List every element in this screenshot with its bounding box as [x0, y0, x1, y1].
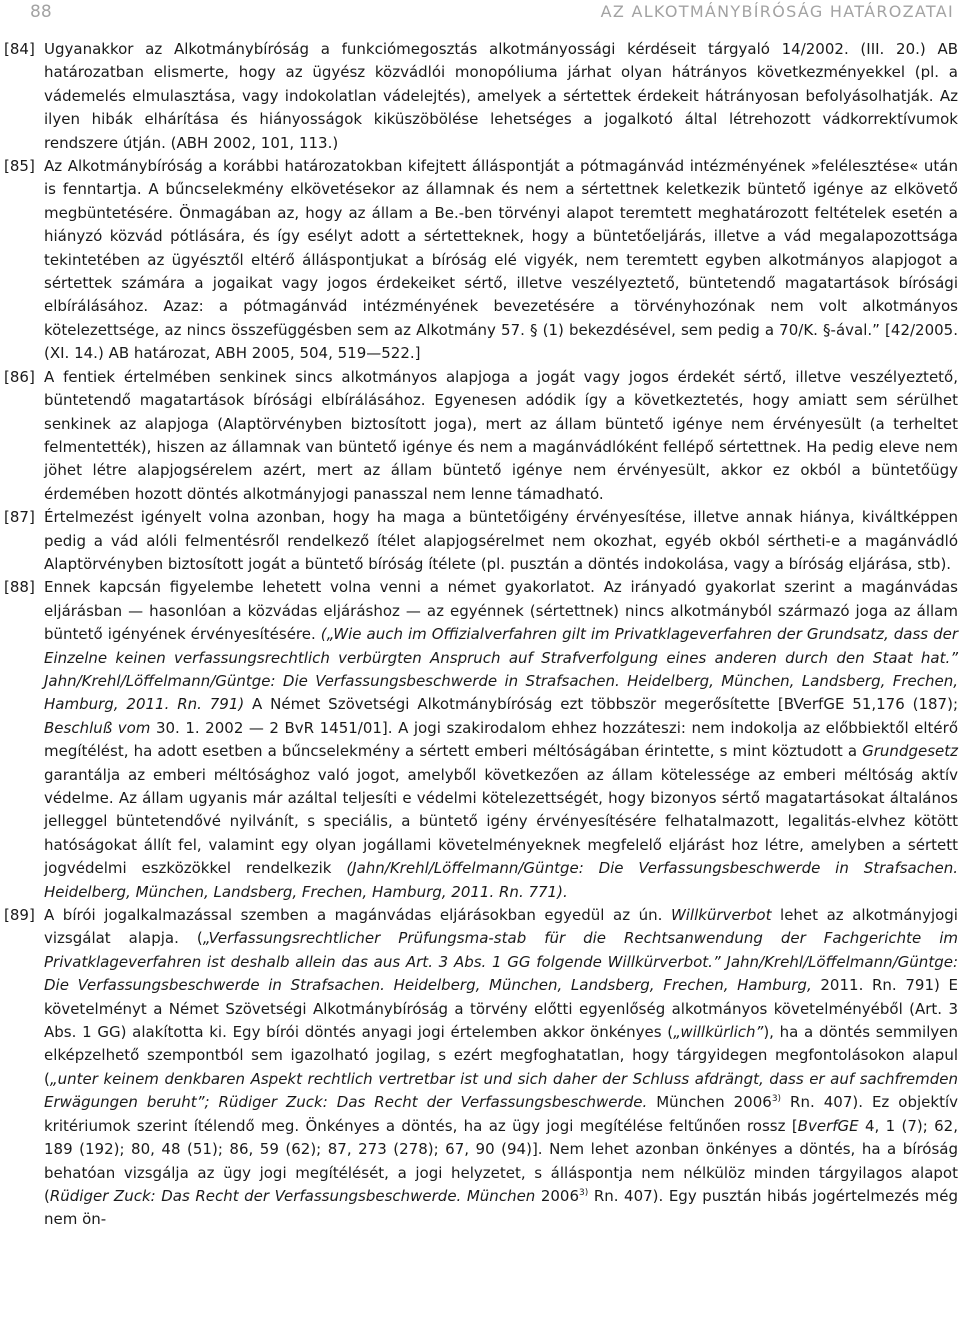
text-run: Az Alkotmánybíróság a korábbi határozatokban kifejtett álláspontját a pótmagánvád intézményének »felélesztése« után is fenntartja. A bűncselekmény elkövetésekor az államnak és nem a sértettnek keletkezik büntető igénye az elkövető megbüntetésére. Önmagában az, hogy az állam a Be.-ben törvényi alapot teremtett meghatározott feltételek esetén a hiányzó közvád pótlására, és így esélyt adott a sértetteknek, hogy a büntetőeljárás, illetve a vád megalapozottsága tekintetében az ügyésztől eltérő álláspontjukat a bíróság elé vigyék, nem teremtett egyben alkotmányos alapjogot a sértettek számára a jogaikat vagy jogos érdekeiket sértő, illetve veszélyeztető, büntetendő magatartások bírósági elbírálásához. Azaz: a pótmagánvád intézményének bevezetésére a törvényhozónak nem volt alkotmányos kötelezettsége, az nincs összefüggésben sem az Alkotmány 57. § (1) bekezdésével, sem pedig a 70/K. §-ával.” [42/2005. (XI. 14.) AB határozat, ABH 2005, 504, 519—522.] [44, 157, 958, 363]
text-run: Rn. 407). Egy pusztán hibás jogértelmezés még nem ön- [44, 1186, 958, 1229]
italic-text-run: Rüdiger Zuck: Das Recht der Verfassungsbeschwerde. [49, 1186, 462, 1205]
text-run: A Német Szövetségi Alkotmánybíróság ezt többször megerősítette [BVerfGE 51,176 (187); [244, 695, 958, 714]
paragraph [0, 155, 958, 366]
paragraph-number: [88] [4, 578, 35, 597]
text-run: Ennek kapcsán figyelembe lehetett volna venni a német gyakorlatot. Az irányadó gyakorlat szerint a magánvádas eljárásban — hasonlóan a közvádas eljáráshoz — az egyénnek (sértettnek) nincs alkotmányból származó joga az állam büntető igényének érvényesítésére. [44, 578, 958, 644]
paragraph-text [44, 157, 958, 362]
text-run: lehet az alkotmányjogi vizsgálat alapja. ( [44, 906, 958, 948]
paragraph-text [44, 368, 958, 503]
text-run: 2006 [535, 1186, 580, 1205]
italic-text-run: Beschluß vom [44, 718, 151, 737]
text-run: 30. 1. 2002 — 2 BvR 1451/01]. A jogi szakirodalom ehhez hozzáteszi: nem indokolja az előbbiektől eltérő megítélést, ha adott esetben a bűncselekmény a sértett emberi méltóságában érintette, s mint köztudott a [44, 718, 958, 761]
text-run: 4, 1 (7); 62, 189 (192); 80, 48 (51); 86, 59 (62); 87, 273 (278); 67, 90 (94)]. Nem lehet azonban önkényes a döntés, ha a bíróság behatóan vizsgálja az ügy jogi megítélését, a jogi helyzetet, s álláspontja nem nélkülöz minden tárgyilagos alapot ( [44, 1116, 958, 1205]
italic-text-run: „Verfassungsrechtlicher Prüfungsma-stab für die Rechtsanwendung der Fachgerichte im Privatklageverfahren ist deshalb allein das aus Art. 3 Abs. 1 GG folgende Willkürverbot.” Jahn/Krehl/Löffelmann/Güntge: Die Verfassungsbeschwerde in Strafsachen. Heidelberg, München, Landsberg, Frechen, Hamburg, [44, 929, 958, 995]
italic-text-run: „unter keinem denkbaren Aspekt rechtlich vertretbar ist und sich daher der Schluss afdrängt, dass er auf sachfremden Erwägungen beruht”; Rüdiger Zuck: Das Recht der Verfassungsbeschwerde. [44, 1069, 958, 1112]
footnote-marker: 3) [579, 1187, 589, 1198]
text-run: Rn. 407). Ez objektív kritériumok szerint ítélendő meg. Önkényes a döntés, ha az ügy jogi megítélése feltűnően rossz [ [44, 1093, 959, 1135]
italic-text-run: („Wie auch im Offizialverfahren gilt im Privatklageverfahren der Grundsatz, dass der Einzelne keinen verfassungsrechtlich verbürgten Anspruch auf Strafverfolgung eines anderen durch den Staat hat.” Jahn/Krehl/Löffelmann/Güntge: Die Verfassungsbeschwerde in Strafsachen. Heidelberg, München, Landsberg, Frechen, Hamburg, 2011. Rn. 791) [44, 625, 959, 714]
page-header [0, 0, 960, 26]
text-run: München 2006 [647, 1093, 772, 1112]
paragraph [0, 904, 958, 1232]
italic-text-run: (Jahn/Krehl/Löffelmann/Güntge: Die Verfassungsbeschwerde in Strafsachen. Heidelberg, München, Landsberg, Frechen, Hamburg, 2011. Rn. 771). [44, 859, 958, 901]
text-run: A bírói jogalkalmazással szemben a magánvádas eljárásokban egyedül az ún. [44, 906, 671, 925]
paragraph-text [44, 508, 958, 573]
text-run: Ugyanakkor az Alkotmánybíróság a funkciómegosztás alkotmányossági kérdéseit tárgyaló 14/2002. (III. 20.) AB határozatban elismerte, hogy az ügyész közvádlói monopóliuma járhat olyan hátrányos következményekkel (pl. a vádemelés elmulasztása, vagy indokolatlan vádelejtés), amelyek a sértettek érdekeit hátrányosan befolyásolhatják. Az ilyen hibák elhárítása és hiányosságok kiküszöbölése lehetséges a jogalkotó által létrehozott vádkorrektívumok rendszere útján. (ABH 2002, 101, 113.) [44, 40, 958, 152]
paragraph-number: [84] [4, 40, 35, 58]
italic-text-run: BverfGE [797, 1116, 859, 1135]
text-run: A fentiek értelmében senkinek sincs alkotmányos alapjoga a jogát vagy jogos érdekét sértő, illetve veszélyeztető, büntetendő magatartások bírósági elbírálásához. Egyenesen adódik így a következtetés, hogy amiatt sem sérülhet senkinek az alapjoga (Alaptörvényben biztosított joga), mert az állam büntető igénye nem érvényesült (a terheltet felmentették), hiszen az államnak van büntető igénye és nem a magánvádlóként fellépő sértettnek. Ha pedig eleve nem jöhet létre alapjogsérelem azért, mert az állam büntető igénye nem érvényesült, akkor ez okból a büntetőügy érdemében hozott döntés alkotmányjogi panasszal nem lenne támadható. [44, 367, 958, 503]
footnote-marker: 3) [771, 1094, 782, 1105]
paragraph-number: [86] [4, 367, 35, 386]
italic-text-run: München [461, 1186, 536, 1205]
italic-text-run: Grundgesetz [862, 742, 958, 761]
page-number: 88 [30, 2, 52, 22]
paragraph-text [44, 906, 958, 1228]
document-body [0, 38, 958, 1232]
paragraph [0, 38, 958, 155]
paragraph-text [44, 40, 958, 152]
text-run: 2011. Rn. 791) E követelményt a Német Szövetségi Alkotmánybíróság a törvény előtti egyenlőség alkotmányos követelményéből (Art. 3 Abs. 1 GG) alakította ki. Egy bírói döntés anyagi jogi értelemben akkor önkényes ( [44, 976, 958, 1042]
italic-text-run: „willkürlich” [673, 1023, 764, 1042]
text-run: ), ha a döntés semmilyen elképzelhető szempontból sem igazolható jogilag, s ezért megfoghatatlan, hogy tárgyidegen megfontolásokon alapul ( [44, 1023, 958, 1088]
paragraph-number: [85] [4, 157, 35, 176]
text-run: Értelmezést igényelt volna azonban, hogy ha maga a büntetőigény érvényesítése, illetve annak hiánya, kiváltképpen pedig a vád alóli felmentésről rendelkező ítélet alapjogsérelmet nem okozhat, egyéb okból sértheti-e a magánvádló Alaptörvényben biztosított jogát a büntető bíróság ítélete (pl. pusztán a döntés indokolása, vagy a bíróság eljárása, stb). [44, 508, 958, 573]
running-title: AZ ALKOTMÁNYBÍRÓSÁG HATÁROZATAI [600, 2, 954, 21]
paragraph-number: [89] [4, 906, 35, 925]
text-run: garantálja az emberi méltósághoz való jogot, amelyből következően az állam kötelessége az emberi méltóság aktív védelme. Az állam ugyanis már azáltal teljesíti e védelmi kötelezettségét, hogy bizonyos sértő magatartásokat általános jelleggel büntetendővé nyilvánít, s speciális, a büntető igény érvényesítésére felhatalmazott, legalitás-elvhez kötött hatóságokat állít fel, valamint egy olyan jogállami követelményeknek megfelelő eljárást hoz létre, amelyben a sértett jogvédelmi eszközökkel rendelkezik [44, 765, 958, 878]
paragraph-number: [87] [4, 508, 35, 527]
paragraph [0, 506, 958, 576]
italic-text-run: Willkürverbot [670, 906, 772, 925]
paragraph-text [44, 578, 958, 900]
paragraph [0, 576, 958, 904]
paragraph [0, 366, 958, 506]
